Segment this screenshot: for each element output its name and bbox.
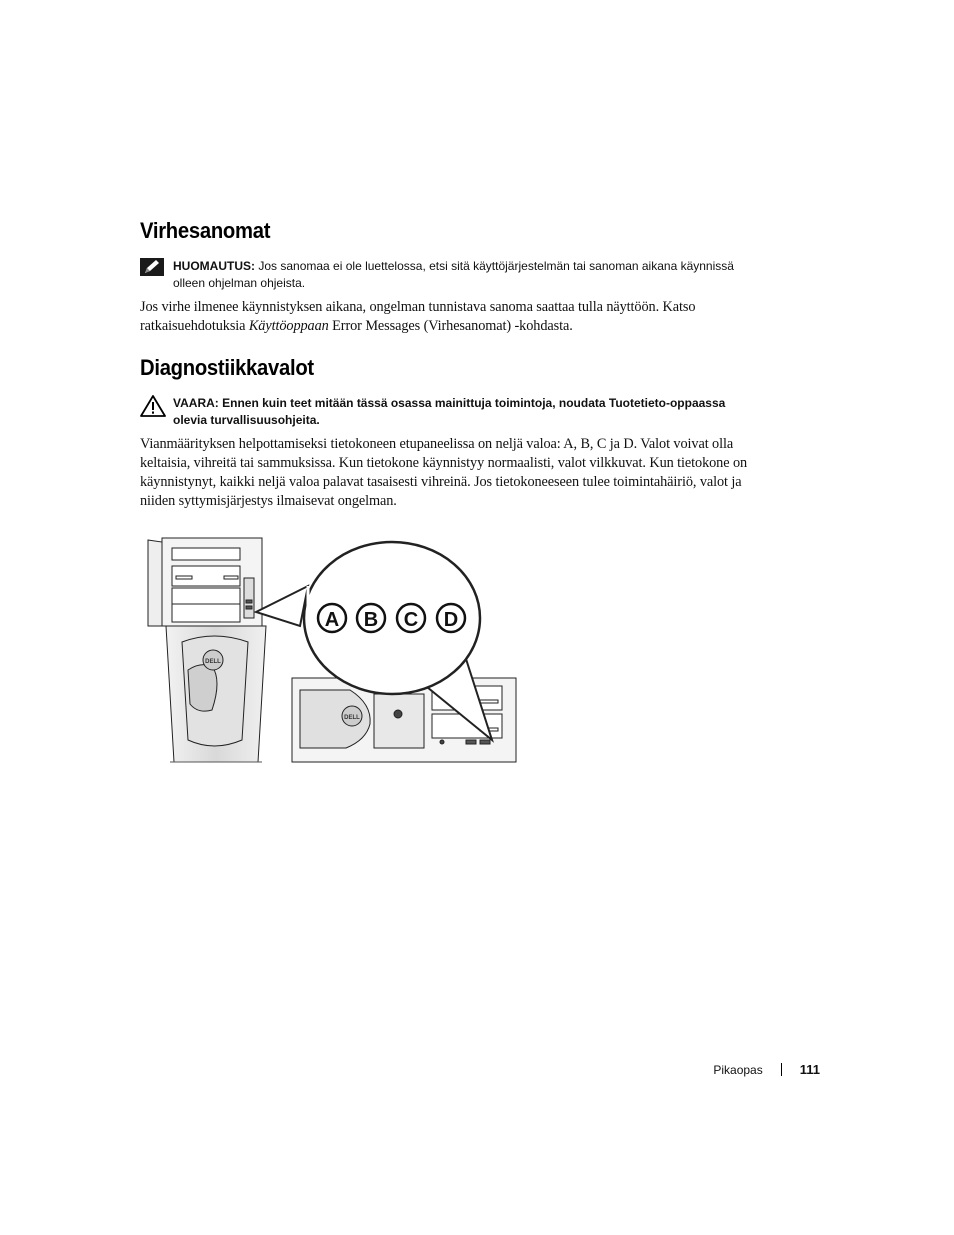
section-title-diagnostiikkavalot: Diagnostiikkavalot	[140, 355, 314, 380]
note-label: HUOMAUTUS:	[173, 259, 255, 273]
pencil-note-icon	[140, 258, 164, 276]
footer-separator	[781, 1063, 782, 1076]
light-a-label: A	[324, 609, 340, 631]
tower-computer	[148, 538, 266, 762]
paragraph-text-start: Jos virhe ilmenee käynnistyksen aikana, ongelman tunnistava sanoma saattaa tulla näyttöön. Katso ratkaisuehdotuksia	[140, 299, 696, 334]
light-d	[437, 604, 465, 632]
light-b-label: B	[363, 609, 379, 631]
light-d-label: D	[443, 609, 459, 631]
warning-text: Ennen kuin teet mitään tässä osassa mainittuja toimintoja, noudata Tuotetieto-oppaassa olevia turvallisuusohjeita.	[173, 396, 726, 427]
paragraph-error-messages	[140, 298, 760, 336]
warning-triangle-icon	[140, 395, 166, 417]
dell-logo-desktop: DELL	[344, 715, 360, 721]
footer-label: Pikaopas	[713, 1062, 763, 1077]
warning-box	[140, 395, 750, 429]
page-number: 111	[799, 1062, 820, 1077]
paragraph-text-end: Error Messages (Virhesanomat) -kohdasta.	[328, 318, 573, 334]
note-text: Jos sanomaa ei ole luettelossa, etsi sitä käyttöjärjestelmän tai sanoman aikana käynnissä olleen ohjelman ohjeista.	[173, 259, 734, 290]
light-a	[318, 604, 346, 632]
manual-reference: Käyttöoppaan	[248, 318, 329, 334]
note-box	[140, 258, 750, 292]
dell-logo-tower: DELL	[205, 659, 221, 665]
diagnostic-lights-illustration	[140, 534, 520, 766]
page-footer	[600, 1062, 820, 1077]
paragraph-diagnostic-lights: Vianmäärityksen helpottamiseksi tietokoneen etupaneelissa on neljä valoa: A, B, C ja D. Valot voivat olla keltaisia, vihreitä tai sammuksissa. Kun tietokone käynnistyy normaalisti, valot vilkkuvat. Kun tietokone on käynnistynyt, kaikki neljä valoa palavat tasaisesti vihreinä. Jos tietokoneeseen tulee toimintahäiriö, valot ja niiden syttymisjärjestys ilmaisevat ongelman.	[140, 436, 748, 509]
light-b	[357, 604, 385, 632]
section-title-virhesanomat: Virhesanomat	[140, 218, 271, 243]
warning-label: VAARA:	[173, 396, 219, 410]
light-c	[397, 604, 425, 632]
light-c-label: C	[403, 609, 419, 631]
